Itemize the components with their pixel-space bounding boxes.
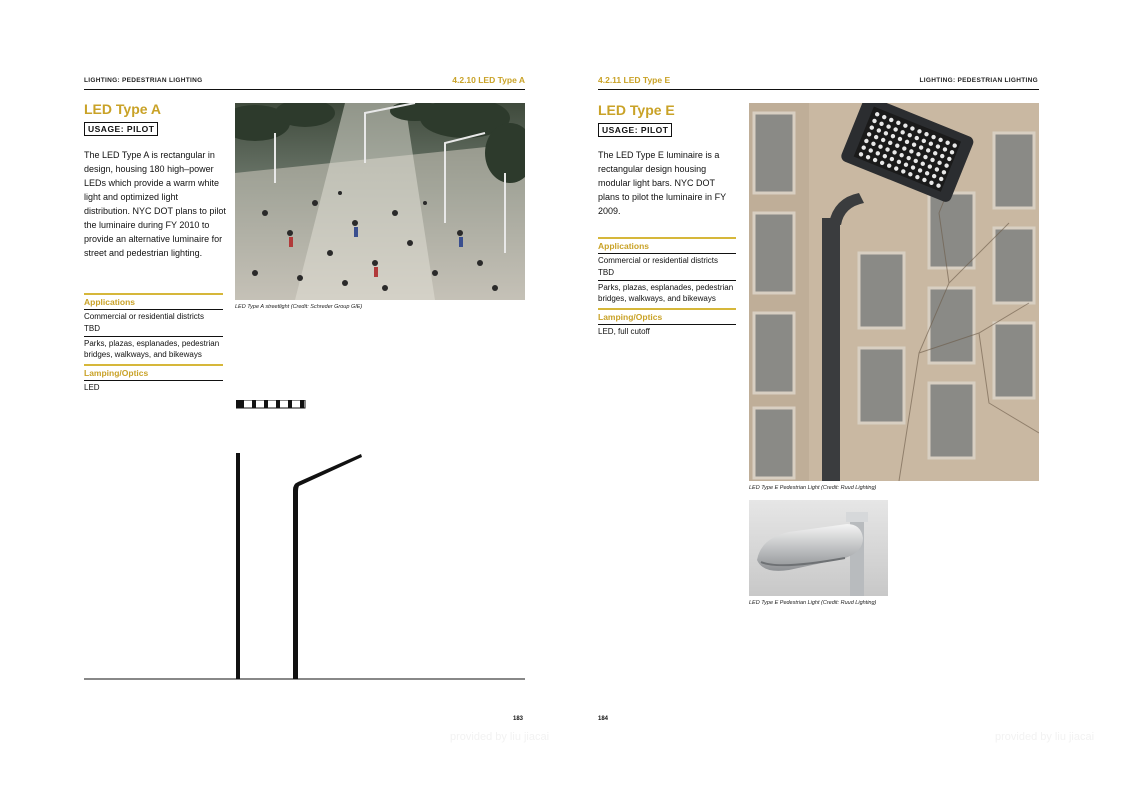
- right-applications-heading: Applications: [598, 237, 736, 251]
- left-title: LED Type A: [84, 101, 162, 117]
- right-lamping-heading: Lamping/Optics: [598, 308, 736, 322]
- left-photo-caption: LED Type A streetlight (Credit: Schreder Group GIE): [235, 304, 363, 310]
- right-photo-luminaire: [749, 103, 1039, 481]
- scale-bar: [236, 400, 306, 409]
- right-application-item: Commercial or residential districts: [598, 256, 719, 265]
- right-title: LED Type E: [598, 102, 675, 118]
- left-application-item: Commercial or residential districts: [84, 312, 205, 321]
- right-specs: [598, 237, 736, 337]
- right-application-item: Parks, plazas, esplanades, pedestrian bridges, walkways, and bikeways: [598, 283, 734, 303]
- left-header-rule: [84, 89, 525, 90]
- left-photo-promenade: [235, 103, 525, 300]
- right-page-number: 184: [598, 716, 609, 722]
- left-description: The LED Type A is rectangular in design, housing 180 high–power LEDs which provide a warm white light and optimized light distribution. NYC DOT plans to pilot the luminaire during FY 2010 to provide an alternative luminaire for street and pedestrian lighting.: [84, 150, 226, 258]
- left-running-header: LIGHTING: PEDESTRIAN LIGHTING: [84, 77, 203, 84]
- right-watermark: provided by liu jiacai: [995, 731, 1095, 743]
- left-application-item: TBD: [84, 324, 100, 333]
- left-lamping-heading: Lamping/Optics: [84, 364, 223, 378]
- right-section-number: 4.2.11 LED Type E: [598, 75, 671, 85]
- right-photo-caption-2: LED Type E Pedestrian Light (Credit: Ruud Lighting): [749, 600, 877, 606]
- left-watermark: provided by liu jiacai: [450, 731, 550, 743]
- right-lamping-value: LED, full cutoff: [598, 327, 650, 336]
- right-application-item: TBD: [598, 268, 614, 277]
- right-description: The LED Type E luminaire is a rectangular design housing modular light bars. NYC DOT plans to pilot the luminaire in FY 2009.: [598, 150, 726, 216]
- mast-arm-pole: [293, 454, 362, 679]
- straight-pole: [236, 453, 240, 679]
- right-usage-badge: USAGE: PILOT: [598, 123, 672, 137]
- luminaire-pole: [822, 218, 840, 481]
- left-page-number: 183: [513, 716, 524, 722]
- right-running-header: LIGHTING: PEDESTRIAN LIGHTING: [919, 77, 1038, 84]
- pole-elevation-drawing: [84, 440, 525, 682]
- left-specs: [84, 293, 223, 393]
- right-header-rule: [598, 89, 1039, 90]
- right-photo-caption-1: LED Type E Pedestrian Light (Credit: Ruud Lighting): [749, 485, 877, 491]
- left-section-number: 4.2.10 LED Type A: [452, 75, 525, 85]
- right-photo-fixture-closeup: [749, 500, 888, 596]
- left-usage-badge: USAGE: PILOT: [84, 122, 158, 136]
- left-lamping-value: LED: [84, 383, 100, 392]
- left-application-item: Parks, plazas, esplanades, pedestrian bridges, walkways, and bikeways: [84, 339, 220, 359]
- left-applications-heading: Applications: [84, 293, 223, 307]
